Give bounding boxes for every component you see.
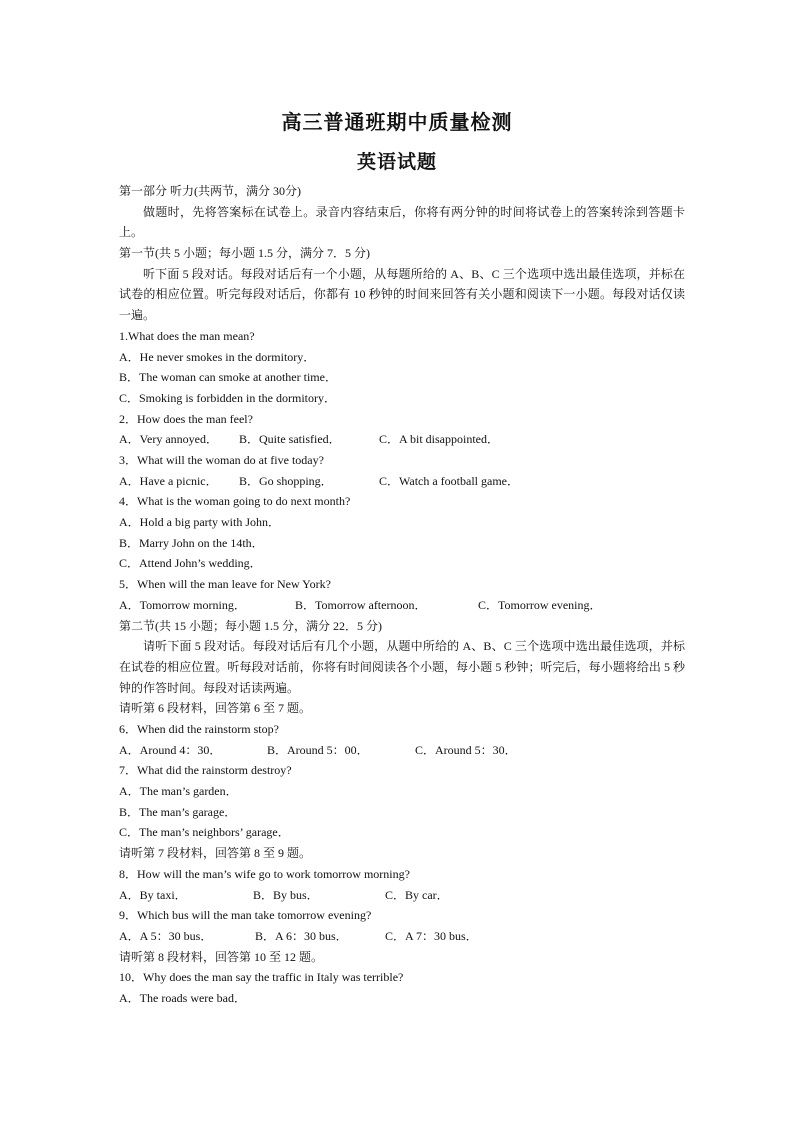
option-c: C．Watch a football game． [379, 473, 519, 488]
option-a: A．A 5：30 bus． [119, 928, 213, 943]
option-c: C．A 7：30 bus． [385, 928, 478, 943]
option-c: C．The man’s neighbors’ garage． [119, 825, 290, 840]
option-c: C．Tomorrow evening． [478, 597, 602, 612]
option-b: B．Marry John on the 14th． [119, 535, 264, 550]
material-note: 请听第 6 段材料，回答第 6 至 7 题。 [119, 701, 312, 716]
question-stem: 1.What does the man mean? [119, 328, 255, 343]
exam-title: 高三普通班期中质量检测 [281, 112, 513, 134]
option-b: B．Tomorrow afternoon． [295, 597, 427, 612]
material-note: 请听第 8 段材料，回答第 10 至 12 题。 [119, 949, 324, 964]
question-stem: 2．How does the man feel? [119, 411, 253, 426]
section2-heading: 第二节(共 15 小题；每小题 1.5 分，满分 22．5 分) [119, 618, 382, 633]
exam-subtitle: 英语试题 [356, 152, 437, 173]
section1-heading: 第一节(共 5 小题；每小题 1.5 分，满分 7．5 分) [119, 246, 370, 261]
option-b: B．The man’s garage． [119, 804, 237, 819]
option-c: C．By car． [385, 887, 449, 902]
options-row [119, 471, 685, 492]
option-a: A．By taxi． [119, 887, 187, 902]
question-stem: 8．How will the man’s wife go to work tomorrow morning? [119, 866, 410, 881]
options-row [119, 740, 685, 761]
question-stem: 10．Why does the man say the traffic in Italy was terrible? [119, 970, 404, 985]
option-a: A．Tomorrow morning． [119, 597, 246, 612]
exam-content [119, 181, 685, 1009]
section2-instruction: 请听下面 5 段对话。每段对话后有几个小题，从题中所给的 A、B、C 三个选项中选出最佳选项，并标在试卷的相应位置。听每段对话前，你将有时间阅读各个小题，每小题 5 秒钟；听完后，每小题将给出 5 秒钟的作答时间。每段对话读两遍。 [119, 639, 685, 695]
option-b: B．Go shopping． [239, 473, 333, 488]
option-a: A．Very annoyed． [119, 432, 218, 447]
option-b: B．The woman can smoke at another time． [119, 370, 337, 385]
part1-instruction: 做题时，先将答案标在试卷上。录音内容结束后，你将有两分钟的时间将试卷上的答案转涂到答题卡上。 [119, 204, 685, 240]
question-stem: 6．When did the rainstorm stop? [119, 722, 279, 736]
option-a: A．Around 4：30． [119, 742, 222, 757]
option-a: A．Hold a big party with John． [119, 515, 280, 530]
options-row [119, 429, 685, 450]
section1-instruction: 听下面 5 段对话。每段对话后有一个小题，从每题所给的 A、B、C 三个选项中选出最佳选项，并标在试卷的相应位置。听完每段对话后，你都有 10 秒钟的时间来回答有关小题和阅读下一小题。每段对话仅读一遍。 [119, 266, 685, 323]
question-stem: 7．What did the rainstorm destroy? [119, 763, 292, 778]
option-a: A．The roads were bad． [119, 990, 246, 1005]
option-c: C．A bit disappointed． [379, 432, 500, 447]
option-a: A．Have a picnic． [119, 473, 218, 488]
option-c: C．Smoking is forbidden in the dormitory． [119, 390, 336, 405]
options-row [119, 926, 685, 947]
option-c: C．Around 5：30． [415, 742, 517, 757]
option-a: A．He never smokes in the dormitory． [119, 349, 316, 364]
part1-heading: 第一部分 听力(共两节，满分 30分) [119, 184, 301, 198]
option-b: B．A 6：30 bus． [255, 928, 348, 943]
question-stem: 3．What will the woman do at five today? [119, 453, 324, 468]
question-stem: 5．When will the man leave for New York? [119, 577, 331, 592]
options-row [119, 885, 685, 906]
question-stem: 9．Which bus will the man take tomorrow evening? [119, 908, 372, 923]
question-stem: 4．What is the woman going to do next month? [119, 494, 351, 509]
option-b: B．Around 5：00． [267, 742, 369, 757]
option-c: C．Attend John’s wedding． [119, 556, 262, 571]
option-b: B．By bus． [253, 887, 319, 902]
option-a: A．The man’s garden． [119, 784, 238, 799]
option-b: B．Quite satisfied． [239, 432, 341, 447]
material-note: 请听第 7 段材料，回答第 8 至 9 题。 [119, 846, 312, 861]
options-row [119, 595, 685, 616]
